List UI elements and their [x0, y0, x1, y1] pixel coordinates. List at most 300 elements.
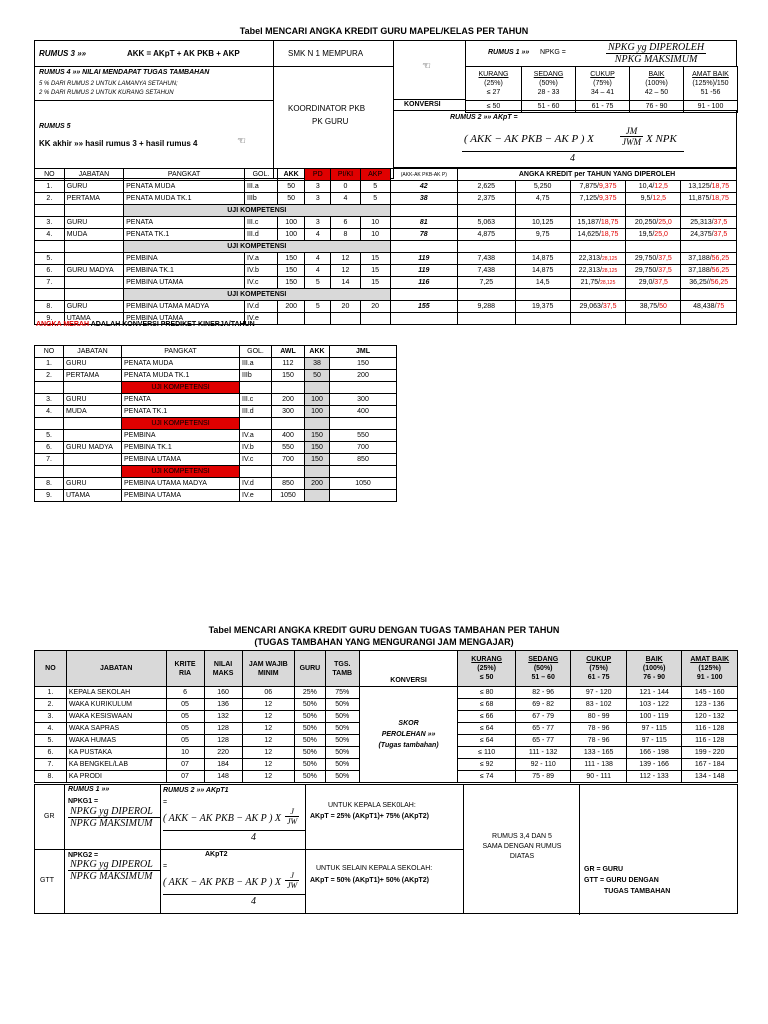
empty-cell	[570, 241, 625, 253]
col-akp: AKP	[360, 169, 390, 181]
table-row	[35, 229, 737, 241]
row-gol: IV.a	[240, 430, 272, 442]
row-kriteria: 05	[166, 711, 204, 723]
row-guru: 50%	[294, 759, 325, 771]
row-tgs-tamb: 50%	[325, 747, 359, 759]
t3-col-no: NO	[35, 651, 67, 687]
row-akk: 38	[305, 358, 330, 370]
row-jabatan: PERTAMA	[64, 193, 123, 205]
row-amat-baik: 167 - 184	[682, 759, 738, 771]
uji-kompetensi-row	[35, 466, 397, 478]
table-row	[35, 406, 397, 418]
t3-col-jabatan: JABATAN	[66, 651, 166, 687]
table-row	[35, 358, 397, 370]
row-gol: IIIb	[245, 193, 278, 205]
legend-divider	[579, 785, 580, 915]
row-guru: 50%	[294, 771, 325, 783]
rumus4-box	[34, 66, 274, 101]
col-angka-kredit: ANGKA KREDIT per TAHUN YANG DIPEROLEH	[458, 169, 737, 181]
row-no: 8.	[35, 301, 65, 313]
uji-kompetensi-cell: UJI KOMPETENSI	[124, 289, 390, 301]
row-calc: 155	[390, 301, 458, 313]
row-guru: 50%	[294, 723, 325, 735]
legend-gtt-2: TUGAS TAMBAHAN	[604, 888, 671, 895]
row-no: 2.	[35, 699, 67, 711]
row-jml: 200	[330, 370, 397, 382]
row-cukup: 7,875/9,375	[570, 181, 625, 193]
akpt1-divisor: 4	[251, 832, 256, 843]
row-pd: 5	[305, 277, 331, 289]
akpt1-jjw-fraction: $\frac{J}{JW}$	[287, 807, 298, 826]
rumus3-box	[34, 40, 274, 67]
empty-cell	[458, 241, 515, 253]
row-nilai-maks: 128	[204, 735, 242, 747]
empty-cell	[681, 205, 737, 217]
empty-cell	[458, 205, 515, 217]
row-tgs-tamb: 75%	[325, 687, 359, 699]
row-cukup: 80 - 99	[571, 711, 627, 723]
row-jam-wajib: 12	[242, 723, 294, 735]
t3-scale-kurang: KURANG (25%) ≤ 50	[458, 651, 516, 687]
row-baik: 166 - 198	[626, 747, 682, 759]
row-amat-baik: 134 - 148	[682, 771, 738, 783]
row-nilai-maks: 160	[204, 687, 242, 699]
row-akp: 10	[360, 229, 390, 241]
rumus2-jm-fraction: JM JWM	[622, 126, 641, 147]
row-amat-baik: 36,25//56,25	[681, 277, 737, 289]
row-no: 7.	[35, 759, 67, 771]
row-baik: 20,250/25,0	[626, 217, 681, 229]
row-amat-baik: 120 - 132	[682, 711, 738, 723]
row-akp: 15	[360, 265, 390, 277]
t3-col-guru: GURU	[294, 651, 325, 687]
row-sedang: 9,75	[515, 229, 570, 241]
row-jam-wajib: 12	[242, 771, 294, 783]
row-nilai-maks: 220	[204, 747, 242, 759]
row-pangkat: PENATA MUDA TK.1	[122, 370, 240, 382]
rumus5-label: RUMUS 5	[39, 123, 71, 130]
row-no: 6.	[35, 265, 65, 277]
row-gol: III.a	[240, 358, 272, 370]
row-akp	[360, 313, 390, 325]
row-guru: 50%	[294, 711, 325, 723]
row-jabatan: WAKA KURIKULUM	[66, 699, 166, 711]
rumus2-divisor: 4	[570, 153, 575, 164]
row-gol: IV.c	[240, 454, 272, 466]
empty-cell	[330, 382, 397, 394]
row-pangkat: PENATA TK.1	[124, 229, 245, 241]
col-gol: GOL.	[245, 169, 278, 181]
row-kurang: ≤ 110	[458, 747, 516, 759]
row-sedang: 19,375	[515, 301, 570, 313]
rumus2-formula: ( AKK − AK PKB − AK P ) X	[464, 133, 594, 145]
legend-gr: GR = GURU	[584, 866, 624, 873]
row-akp: 20	[360, 301, 390, 313]
uji-kompetensi-row	[35, 241, 737, 253]
row-gol: IV.d	[245, 301, 278, 313]
row-no: 8.	[35, 771, 67, 783]
row-amat-baik: 48,438/75	[681, 301, 737, 313]
row-pd: 3	[305, 193, 331, 205]
row-no: 9.	[35, 313, 65, 325]
row-amat-baik: 199 - 220	[682, 747, 738, 759]
row-piki: 20	[331, 301, 361, 313]
akpt2-bar	[163, 894, 305, 895]
t3-col-tgs-tamb: TGS. TAMB	[325, 651, 359, 687]
empty-cell	[330, 418, 397, 430]
empty-cell	[570, 205, 625, 217]
row-no: 3.	[35, 394, 64, 406]
table3-subtitle: (TUGAS TAMBAHAN YANG MENGURANGI JAM MENGAJAR)	[254, 637, 514, 647]
school-box	[273, 40, 394, 67]
table3-title: Tabel MENCARI ANGKA KREDIT GURU DENGAN TUGAS TAMBAHAN PER TAHUN	[208, 625, 560, 635]
row-pangkat: PEMBINA UTAMA	[124, 313, 245, 325]
row-jabatan: KA BENGKEL/LAB	[66, 759, 166, 771]
row-no: 3.	[35, 711, 67, 723]
row-cukup: 15,187/18,75	[570, 217, 625, 229]
koordinator-box	[273, 66, 394, 179]
legend-gtt: GTT = GURU DENGAN	[584, 877, 659, 884]
row-pangkat: PEMBINA UTAMA	[122, 454, 240, 466]
row-jabatan: KA PUSTAKA	[66, 747, 166, 759]
row-awl: 850	[272, 478, 305, 490]
rumus345-column	[463, 784, 738, 914]
empty-cell	[64, 382, 122, 394]
row-akk: 150	[305, 430, 330, 442]
row-sedang	[515, 313, 570, 325]
empty-cell	[35, 289, 65, 301]
row-kriteria: 6	[166, 687, 204, 699]
row-pd: 3	[305, 217, 331, 229]
row-kurang	[458, 313, 515, 325]
row-cukup: 78 - 96	[571, 735, 627, 747]
rumus3-label: RUMUS 3 »»	[39, 49, 87, 58]
ks-formula: AKpT = 25% (AKpT1)+ 75% (AKpT2)	[310, 813, 430, 820]
t3-col-kriteria: KRITE RIA	[166, 651, 204, 687]
row-sedang: 10,125	[515, 217, 570, 229]
t2-col-akk: AKK	[305, 346, 330, 358]
row-no: 4.	[35, 406, 64, 418]
empty-cell	[305, 382, 330, 394]
row-no: 7.	[35, 277, 65, 289]
row-no: 1.	[35, 181, 65, 193]
row-kurang: 7,438	[458, 265, 515, 277]
row-baik	[626, 313, 681, 325]
row-guru: 25%	[294, 687, 325, 699]
t2-col-pangkat: PANGKAT	[122, 346, 240, 358]
eq2: =	[163, 863, 168, 870]
table2-header	[35, 346, 397, 358]
empty-cell	[64, 466, 122, 478]
row-amat-baik: 123 - 136	[682, 699, 738, 711]
row-jml: 150	[330, 358, 397, 370]
table-row	[35, 478, 397, 490]
row-amat-baik: 37,188/56,25	[681, 253, 737, 265]
row-jam-wajib: 12	[242, 735, 294, 747]
row-amat-baik: 145 - 160	[682, 687, 738, 699]
row-sedang: 14,875	[515, 253, 570, 265]
row-pangkat: PEMBINA UTAMA MADYA	[124, 301, 245, 313]
row-baik: 97 - 115	[626, 735, 682, 747]
empty-cell	[64, 241, 123, 253]
row-awl: 150	[272, 370, 305, 382]
hand-pointer-icon: ☜	[422, 61, 431, 72]
npkg2-label: NPKG2 =	[68, 852, 99, 859]
row-gol: IV.d	[240, 478, 272, 490]
row-pangkat: PENATA	[124, 217, 245, 229]
empty-cell	[681, 241, 737, 253]
scale-table	[465, 66, 738, 113]
row-cukup	[570, 313, 625, 325]
row-gol: IV.b	[240, 442, 272, 454]
empty-cell	[35, 241, 65, 253]
rumus1-box	[465, 40, 737, 67]
empty-cell	[570, 289, 625, 301]
row-jabatan	[64, 430, 122, 442]
t2-col-gol: GOL.	[240, 346, 272, 358]
table-row	[35, 687, 738, 699]
scale-amat-baik: AMAT BAIK (125%)/150 51 -56	[684, 67, 738, 101]
row-sedang: 92 - 110	[515, 759, 571, 771]
row-no: 5.	[35, 430, 64, 442]
row-amat-baik: 116 - 128	[682, 723, 738, 735]
table3	[34, 650, 738, 783]
table-row	[35, 430, 397, 442]
row-pangkat: PENATA TK.1	[122, 406, 240, 418]
koordinator-line1: KOORDINATOR PKB	[288, 104, 366, 113]
empty-cell	[64, 418, 122, 430]
row-pangkat: PENATA MUDA	[122, 358, 240, 370]
empty-cell	[64, 289, 123, 301]
row-cukup: 78 - 96	[571, 723, 627, 735]
skor-perolehan-cell: SKOR PEROLEHAN »» (Tugas tambahan)	[359, 687, 458, 783]
row-pangkat: PENATA MUDA TK.1	[124, 193, 245, 205]
row-baik: 9,5/12,5	[626, 193, 681, 205]
row-cukup: 133 - 165	[571, 747, 627, 759]
empty-cell	[305, 418, 330, 430]
red-number-note: ANGKA MERAH ADALAH KONVERSI PREDIKET KINERJA/TAHUN	[36, 321, 255, 328]
ks-label: UNTUK KEPALA SEK0LAH:	[328, 802, 416, 809]
nks-label: UNTUK SELAIN KEPALA SEKOLAH:	[316, 865, 433, 872]
row-kurang: ≤ 66	[458, 711, 516, 723]
row-jml: 1050	[330, 478, 397, 490]
row-gol: III.a	[245, 181, 278, 193]
npkg-numerator: NPKG yg DIPEROLEH	[608, 42, 705, 53]
npkg2-fraction: NPKG yg DIPEROL NPKG MAKSIMUM	[68, 859, 160, 882]
row-sedang: 5,250	[515, 181, 570, 193]
scale-cukup: CUKUP (75%) 34 – 41	[576, 67, 630, 101]
scale-kurang: KURANG (25%) ≤ 27	[466, 67, 522, 101]
empty-cell	[515, 241, 570, 253]
row-akk: 50	[277, 193, 305, 205]
row-calc: 42	[390, 181, 458, 193]
row-sedang: 65 - 77	[515, 735, 571, 747]
t3-col-konversi: KONVERSI	[359, 651, 458, 687]
rumus4-line1: 5 % DARI RUMUS 2 UNTUK LAMANYA SETAHUN;	[39, 81, 178, 87]
row-jml	[330, 490, 397, 502]
arrow-box	[393, 40, 466, 100]
row-akk: 150	[277, 253, 305, 265]
akpt2-formula: ( AKK − AK PKB − AK P ) X	[163, 877, 282, 888]
row-kriteria: 05	[166, 723, 204, 735]
row-cukup: 83 - 102	[571, 699, 627, 711]
row-jabatan: GURU	[64, 181, 123, 193]
row-cukup: 21,75/28,125	[570, 277, 625, 289]
rumus345-line2: SAMA DENGAN RUMUS	[482, 843, 562, 850]
scale-sedang: SEDANG (50%) 28 - 33	[522, 67, 576, 101]
row-tgs-tamb: 50%	[325, 723, 359, 735]
t2-col-jml: JML	[330, 346, 397, 358]
table-row	[35, 490, 397, 502]
row-no: 9.	[35, 490, 64, 502]
row-akk: 100	[277, 229, 305, 241]
npkg1-fraction: NPKG yg DIPEROL NPKG MAKSIMUM	[68, 806, 160, 829]
row-akk: 150	[277, 277, 305, 289]
row-akk: 200	[305, 478, 330, 490]
row-sedang: 65 - 77	[515, 723, 571, 735]
row-kurang: ≤ 64	[458, 723, 516, 735]
table1-title: Tabel MENCARI ANGKA KREDIT GURU MAPEL/KELAS PER TAHUN	[239, 26, 529, 36]
gtt-label: GTT	[40, 877, 54, 884]
row-cukup: 90 - 111	[571, 771, 627, 783]
row-piki: 12	[331, 253, 361, 265]
row-kriteria: 10	[166, 747, 204, 759]
row-baik: 29,750/37,5	[626, 265, 681, 277]
table-row	[35, 217, 737, 229]
table1	[34, 168, 737, 325]
row-akk	[305, 490, 330, 502]
empty-cell	[390, 205, 458, 217]
row-awl: 700	[272, 454, 305, 466]
row-kurang: ≤ 74	[458, 771, 516, 783]
rumus5-text: KK akhir »» hasil rumus 3 + hasil rumus 4	[39, 139, 198, 148]
empty-cell	[515, 205, 570, 217]
row-cukup: 14,625/18,75	[570, 229, 625, 241]
row-jabatan	[64, 277, 123, 289]
row-kurang: 7,25	[458, 277, 515, 289]
row-jabatan: WAKA KESISWAAN	[66, 711, 166, 723]
empty-cell	[35, 205, 65, 217]
row-baik: 19,5/25,0	[626, 229, 681, 241]
row-akk: 150	[305, 454, 330, 466]
row-cukup: 29,063/37,5	[570, 301, 625, 313]
row-amat-baik: 116 - 128	[682, 735, 738, 747]
row-jabatan: WAKA SAPRAS	[66, 723, 166, 735]
combine-divider	[305, 849, 464, 850]
row-jam-wajib: 12	[242, 711, 294, 723]
eq1: =	[163, 799, 168, 806]
row-jabatan: GURU	[64, 394, 122, 406]
row-baik: 10,4/12,5	[626, 181, 681, 193]
empty-cell	[240, 382, 272, 394]
row-pangkat: PEMBINA TK.1	[122, 442, 240, 454]
t3-col-nilai-maks: NILAI MAKS	[204, 651, 242, 687]
conv-baik: 76 - 90	[630, 101, 684, 113]
row-kriteria: 07	[166, 771, 204, 783]
rumus3-formula: AKK = AKpT + AK PKB + AKP	[127, 49, 240, 58]
row-sedang: 4,75	[515, 193, 570, 205]
table-row	[35, 265, 737, 277]
row-jml: 550	[330, 430, 397, 442]
table2	[34, 345, 397, 502]
row-guru: 50%	[294, 747, 325, 759]
row-kurang: ≤ 92	[458, 759, 516, 771]
row-jabatan	[64, 454, 122, 466]
row-no: 1.	[35, 358, 64, 370]
row-calc: 78	[390, 229, 458, 241]
row-sedang: 69 - 82	[515, 699, 571, 711]
row-kurang: 5,063	[458, 217, 515, 229]
col-piki: PI/KI	[331, 169, 361, 181]
row-awl: 400	[272, 430, 305, 442]
gr-label: GR	[44, 813, 55, 820]
row-gol: IV.c	[245, 277, 278, 289]
col-pangkat: PANGKAT	[124, 169, 245, 181]
row-pd: 4	[305, 265, 331, 277]
row-calc	[390, 313, 458, 325]
row-jabatan: GURU MADYA	[64, 442, 122, 454]
row-tgs-tamb: 50%	[325, 771, 359, 783]
row-amat-baik: 11,875/18,75	[681, 193, 737, 205]
row-jam-wajib: 12	[242, 747, 294, 759]
school-name: SMK N 1 MEMPURA	[288, 49, 364, 58]
table-row	[35, 454, 397, 466]
empty-cell	[390, 289, 458, 301]
row-pangkat: PEMBINA	[122, 430, 240, 442]
row-piki: 14	[331, 277, 361, 289]
table-row	[35, 277, 737, 289]
row-jam-wajib: 06	[242, 687, 294, 699]
uji-kompetensi-cell: UJI KOMPETENSI	[122, 382, 240, 394]
row-jabatan: GURU	[64, 478, 122, 490]
col-no: NO	[35, 169, 65, 181]
t3-scale-baik: BAIK (100%) 76 - 90	[626, 651, 682, 687]
rumus2-label: RUMUS 2 »» AKpT =	[450, 114, 518, 121]
uji-kompetensi-row	[35, 205, 737, 217]
row-sedang: 82 - 96	[515, 687, 571, 699]
row-awl: 200	[272, 394, 305, 406]
rumus4-line2: 2 % DARI RUMUS 2 UNTUK KURANG SETAHUN	[39, 90, 174, 96]
row-akp: 5	[360, 181, 390, 193]
rumus1-label: RUMUS 1 »»	[488, 49, 530, 56]
empty-cell	[515, 289, 570, 301]
conv-sedang: 51 - 60	[522, 101, 576, 113]
row-kurang: 4,875	[458, 229, 515, 241]
conv-amat-baik: 91 - 100	[684, 101, 738, 113]
row-pangkat: PENATA MUDA	[124, 181, 245, 193]
row-gol: III.d	[245, 229, 278, 241]
uji-kompetensi-row	[35, 289, 737, 301]
row-jabatan: GURU MADYA	[64, 265, 123, 277]
row-akp: 15	[360, 277, 390, 289]
row-pangkat: PEMBINA TK.1	[124, 265, 245, 277]
akpt1-formula: ( AKK − AK PKB − AK P ) X	[163, 813, 282, 824]
row-jabatan: UTAMA	[64, 313, 123, 325]
row-no: 5.	[35, 253, 65, 265]
akpt2-label: AKpT2	[205, 851, 228, 858]
row-no: 5.	[35, 735, 67, 747]
row-baik: 97 - 115	[626, 723, 682, 735]
row-jabatan: GURU	[64, 358, 122, 370]
row-cukup: 7,125/9,375	[570, 193, 625, 205]
table1-header	[35, 169, 737, 181]
empty-cell	[626, 289, 681, 301]
row-gol: III.c	[240, 394, 272, 406]
akpt1-bar	[163, 830, 305, 831]
row-jam-wajib: 12	[242, 699, 294, 711]
row-no: 3.	[35, 217, 65, 229]
empty-cell	[64, 205, 123, 217]
